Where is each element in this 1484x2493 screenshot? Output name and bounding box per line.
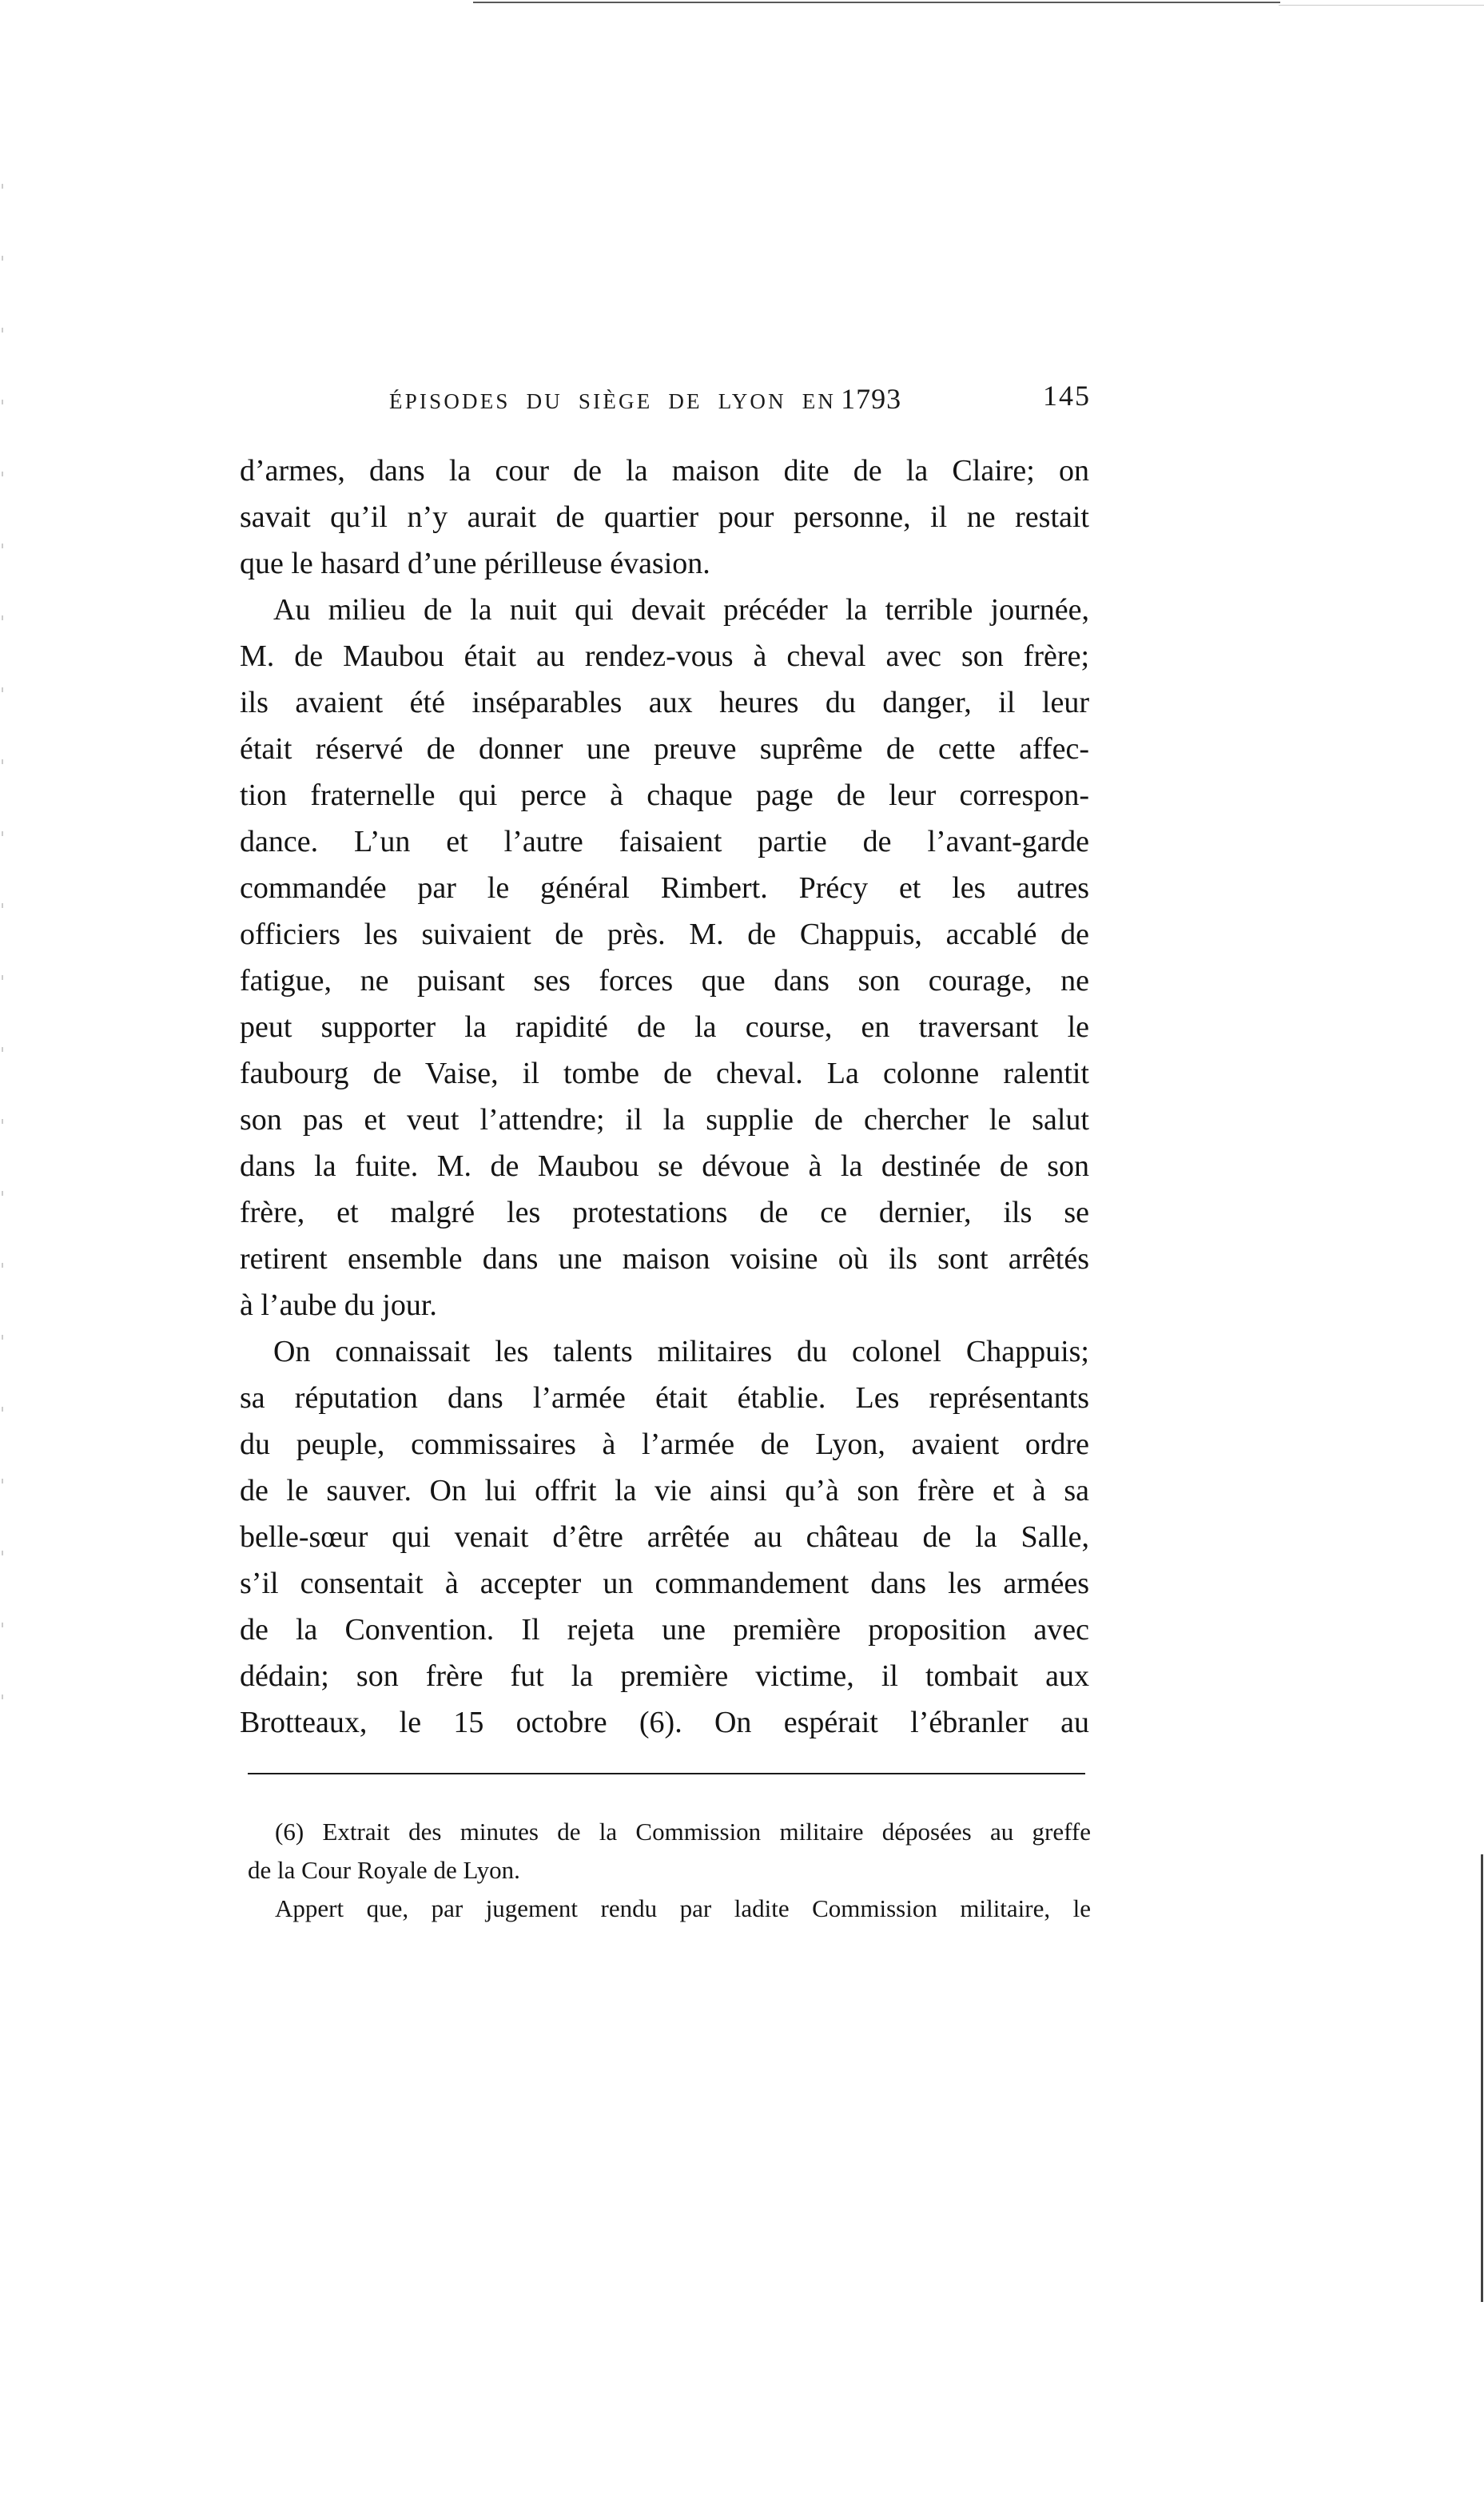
footnote-line-6-start: (6) Extrait des minutes de la Commission militaire déposées au greffe (275, 1818, 1091, 1846)
body-line-paragraph-end: que le hasard d’une périlleuse évasion. (240, 547, 710, 580)
body-line: de la Convention. Il rejeta une première proposition avec (240, 1613, 1089, 1647)
body-line: ils avaient été inséparables aux heures du danger, il leur (240, 686, 1089, 719)
running-head (389, 382, 1092, 417)
body-line-paragraph-start: On connaissait les talents militaires du colonel Chappuis; (273, 1335, 1089, 1368)
scan-artifact-left-edge (2, 184, 3, 1702)
body-line: belle-sœur qui venait d’être arrêtée au château de la Salle, (240, 1520, 1089, 1554)
scan-artifact-right-edge (1481, 1854, 1483, 2302)
body-line: peut supporter la rapidité de la course, en traversant le (240, 1010, 1089, 1044)
body-line-paragraph-end: à l’aube du jour. (240, 1288, 437, 1322)
body-line: Brotteaux, le 15 octobre (6). On espérait l’ébranler au (240, 1706, 1089, 1739)
running-head-year: 1793 (841, 383, 902, 415)
body-line: tion fraternelle qui perce à chaque page de leur correspon- (240, 779, 1089, 812)
body-line: M. de Maubou était au rendez-vous à cheval avec son frère; (240, 639, 1089, 673)
body-line: retirent ensemble dans une maison voisine où ils sont arrêtés (240, 1242, 1089, 1276)
running-head-title-text: ÉPISODES DU SIÈGE DE LYON EN (389, 389, 837, 413)
page-number: 145 (1043, 380, 1091, 412)
body-line: de le sauver. On lui offrit la vie ainsi qu’à son frère et à sa (240, 1474, 1089, 1507)
body-line: fatigue, ne puisant ses forces que dans son courage, ne (240, 964, 1089, 998)
body-line-paragraph-start: Au milieu de la nuit qui devait précéder la terrible journée, (273, 593, 1089, 627)
body-line: faubourg de Vaise, il tombe de cheval. La colonne ralentit (240, 1057, 1089, 1090)
body-line: commandée par le général Rimbert. Précy et les autres (240, 871, 1089, 905)
body-line: dans la fuite. M. de Maubou se dévoue à la destinée de son (240, 1149, 1089, 1183)
body-line: sa réputation dans l’armée était établie. Les représentants (240, 1381, 1089, 1415)
body-line: officiers les suivaient de près. M. de Chappuis, accablé de (240, 918, 1089, 951)
body-line: dédain; son frère fut la première victime, il tombait aux (240, 1659, 1089, 1693)
body-line: s’il consentait à accepter un commandement dans les armées (240, 1567, 1089, 1600)
footnote-line-paragraph-start: Appert que, par jugement rendu par ladite Commission militaire, le (275, 1894, 1091, 1922)
body-line: son pas et veut l’attendre; il la supplie de chercher le salut (240, 1103, 1089, 1137)
body-line: savait qu’il n’y aurait de quartier pour personne, il ne restait (240, 500, 1089, 534)
scan-artifact-top-edge (473, 2, 1280, 3)
body-line: était réservé de donner une preuve suprême de cette affec- (240, 732, 1089, 766)
running-head-title (389, 382, 901, 416)
body-line: du peuple, commissaires à l’armée de Lyon, avaient ordre (240, 1428, 1089, 1461)
body-line: d’armes, dans la cour de la maison dite de la Claire; on (240, 454, 1089, 488)
scan-artifact-top-edge-faint (1279, 5, 1484, 6)
body-text (240, 448, 1089, 1746)
body-line: frère, et malgré les protestations de ce dernier, ils se (240, 1196, 1089, 1229)
footnotes (248, 1813, 1091, 1928)
body-line: dance. L’un et l’autre faisaient partie de l’avant-garde (240, 825, 1089, 858)
footnote-separator-rule (248, 1773, 1085, 1774)
footnote-line: de la Cour Royale de Lyon. (248, 1856, 520, 1884)
